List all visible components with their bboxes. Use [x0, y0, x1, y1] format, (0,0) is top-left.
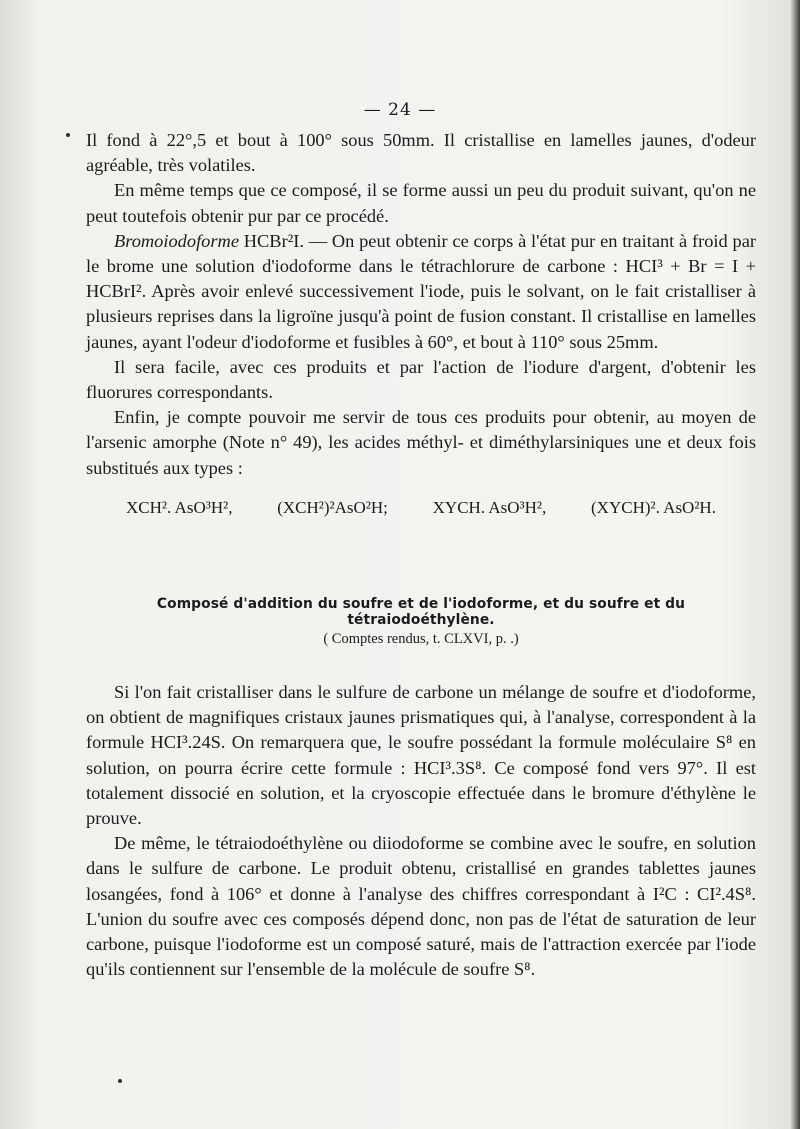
- paragraph-bromoiodoforme: [86, 229, 756, 355]
- page-number: — 24 —: [363, 100, 437, 120]
- paragraph-enfin: Enfin, je compte pouvoir me servir de tous ces produits pour obtenir, au moyen de l'arsenic amorphe (Note n° 49), les acides méthyl- et diméthylarsiniques une et deux fois substitués aux types :: [86, 407, 756, 478]
- margin-mark: [118, 1079, 122, 1083]
- reference-note: ( Comptes rendus, t. CLXVI, p. .): [323, 631, 519, 647]
- paragraph-tetraiodoethylene: De même, le tétraiodoéthylène ou diiodoforme se combine avec le soufre, en solution dans le sulfure de carbone. Le produit obtenu, cristallisé en grandes tablettes jaunes losangées, fond à 106° et donne à l'analyse des chiffres correspondant à I²C : CI².4S⁸. L'union du soufre avec ces composés dépend donc, non pas de l'état de saturation de leur carbone, puisque l'iodoforme est un composé saturé, mais de l'attraction exercée par l'iode qu'ils contiennent sur l'ensemble de la molécule de soufre S⁸.: [86, 833, 756, 980]
- formula-row: [86, 495, 756, 520]
- formula-3: XYCH. AsO³H²,: [432, 497, 547, 517]
- paragraph-meme-temps: En même temps que ce composé, il se forme aussi un peu du produit suivant, qu'on ne peut toutefois obtenir pur par ce procédé.: [86, 180, 756, 226]
- compound-name: Bromoiodoforme: [114, 230, 239, 251]
- paragraph-fusion: Il fond à 22°,5 et bout à 100° sous 50mm. Il cristallise en lamelles jaunes, d'odeur agréable, très volatiles.: [86, 130, 756, 176]
- formula-1: XCH². AsO³H²,: [126, 497, 233, 517]
- paragraph-fluorures: Il sera facile, avec ces produits et par l'action de l'iodure d'argent, d'obtenir les fluorures correspondants.: [86, 356, 756, 403]
- margin-mark: [66, 133, 70, 137]
- formula-4: (XYCH)². AsO²H.: [591, 497, 716, 517]
- section-bromoiodoforme: [86, 128, 756, 520]
- section-heading: Composé d'addition du soufre et de l'iodoforme, et du soufre et du tétraiodoéthylène.: [156, 596, 686, 628]
- formula-2: (XCH²)²AsO²H;: [277, 497, 388, 517]
- paragraph-soufre-iodoforme: Si l'on fait cristalliser dans le sulfure de carbone un mélange de soufre et d'iodoforme, on obtient de magnifiques cristaux jaunes prismatiques qui, à l'analyse, correspondent à la formule HCI³.24S. On remarquera que, le soufre possédant la formule moléculaire S⁸ en solution, on pourra écrire cette formule : HCI³.3S⁸. Ce composé fond vers 97°. Il est totalement dissocié en solution, et la cryoscopie effectuée dans le bromure d'éthylène le prouve.: [86, 682, 756, 829]
- section-soufre: [86, 680, 756, 982]
- paragraph-bromoiodoforme-text: HCBr²I. — On peut obtenir ce corps à l'état pur en traitant à froid par le brome une solution d'iodoforme dans le tétrachlorure de carbone : HCI³ + Br = I + HCBrI². Après avoir enlevé successivement l'iode, puis le solvant, on le fait cristalliser à plusieurs reprises dans la ligroïne jusqu'à point de fusion constant. Il cristallise en lamelles jaunes, ayant l'odeur d'iodoforme et fusibles à 60°, et bout à 110° sous 25mm.: [86, 230, 756, 352]
